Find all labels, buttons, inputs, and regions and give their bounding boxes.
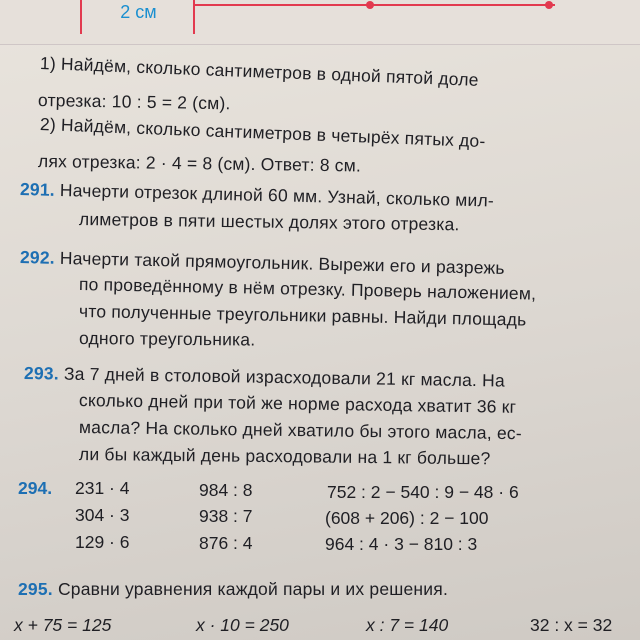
expression: 129 · 6	[75, 532, 130, 552]
expression: 876 : 4	[199, 533, 253, 553]
task-292-line-3: что полученные треугольники равны. Найди площадь	[78, 301, 527, 330]
expression: (608 + 206) : 2 − 100	[325, 508, 489, 528]
task-293-line-3: масла? На сколько дней хватило бы этого масла, ес-	[78, 417, 523, 444]
task-292-line-1: 292. Начерти такой прямоугольник. Вырежи его и разрежь	[19, 247, 505, 278]
expression: 231 · 4	[75, 478, 130, 498]
expression: 304 · 3	[75, 505, 130, 525]
expression: 938 : 7	[199, 506, 253, 526]
solution-line-2: отрезка: 10 : 5 = 2 (см).	[37, 90, 231, 114]
task-293-line-1: 293. За 7 дней в столовой израсходовали 21 кг масла. На	[23, 363, 506, 391]
solution-line-3: 2) Найдём, сколько сантиметров в четырёх пятых до-	[39, 114, 486, 152]
task-295-line-1: 295. Сравни уравнения каждой пары и их решения.	[18, 579, 449, 599]
task-293-line-2: сколько дней при той же норме расхода хватит 36 кг	[78, 390, 517, 417]
segment-label: 2 см	[120, 2, 157, 22]
segment-dot	[366, 1, 374, 9]
task-number: 293.	[23, 363, 60, 384]
equation: x · 10 = 250	[196, 615, 289, 635]
equation: x : 7 = 140	[366, 615, 449, 635]
task-291-line-1: 291. Начерти отрезок длиной 60 мм. Узнай, сколько мил-	[19, 179, 495, 211]
expression: 984 : 8	[199, 480, 253, 500]
equation: x + 75 = 125	[14, 615, 112, 635]
equation: 32 : x = 32	[530, 615, 613, 635]
task-291-line-2: лиметров в пяти шестых долях этого отрезка.	[78, 209, 460, 235]
task-number: 295.	[18, 579, 53, 599]
expression: 752 : 2 − 540 : 9 − 48 · 6	[327, 482, 519, 502]
task-293-line-4: ли бы каждый день расходовали на 1 кг больше?	[78, 444, 491, 469]
task-number: 292.	[19, 247, 56, 268]
expression: 964 : 4 · 3 − 810 : 3	[325, 534, 478, 554]
solution-line-1: 1) Найдём, сколько сантиметров в одной пятой доле	[39, 53, 480, 90]
solution-line-4: лях отрезка: 2 · 4 = 8 (см). Ответ: 8 см.	[37, 151, 362, 176]
segment-dot	[545, 1, 553, 9]
segment-diagram	[80, 0, 195, 34]
segment-line	[195, 4, 555, 6]
task-292-line-2: по проведённому в нём отрезку. Проверь наложением,	[78, 274, 537, 304]
task-292-line-4: одного треугольника.	[78, 328, 256, 350]
task-number: 291.	[19, 179, 56, 200]
task-294-number: 294.	[18, 478, 53, 498]
